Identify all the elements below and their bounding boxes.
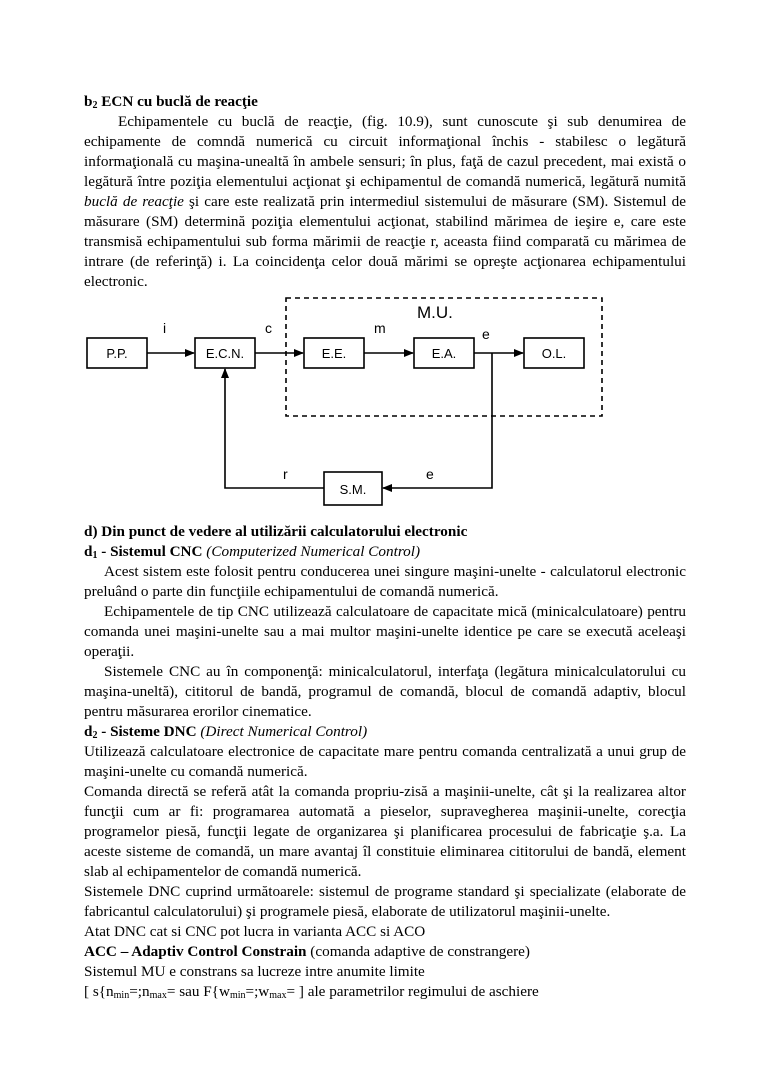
signal-c: c <box>265 320 272 336</box>
svg-text:O.L.: O.L. <box>541 346 567 361</box>
section-b2-paragraph: Echipamentele cu buclă de reacţie, (fig. 10.9), sunt cunoscute şi sub denumirea de echipamente de comndă numerică cu circuit informaţional închis - stabilesc o legătură informaţională cu maşina-unealtă în ambele sensuri; în plus, faţă de cazul precedent, mai există o legătură între poziţia elementului acţionat şi echipamentul de comandă numerică, legătură numită buclă de reacţie şi care este realizată prin intermediul sistemului de măsurare (SM). Sistemul de măsurare (SM) determină poziţia elementului acţionat, stabilind mărimea de ieşire e, care este transmisă echipamentului sub forma mărimii de reacţie r, aceasta fiind comparată cu mărimea de intrare (de referinţă) i. La coincidenţa celor două mărimi se opreşte acţionarea echipamentului electronic. <box>84 113 686 290</box>
acc-formula: [ $s\{n_{min}=;n_{max}=$ sau $F\{w_{min}=;w_{max}=$ ] ale parametrilor regimului de aschiere <box>84 983 539 1001</box>
section-d2-paragraph-1: Utilizează calculatoare electronice de capacitate mare pentru comanda centralizată a unui grup de maşini-unelte cu comandă numerică. <box>84 743 686 780</box>
section-d1-paragraph-3: Sistemele CNC au în componenţă: minicalculatorul, interfaţa (legătura minicalculatorului cu maşina-uneltă), cititorul de bandă, programul de comandă, blocul de comandă adaptiv, blocul pentru măsurarea erorilor cinematice. <box>84 663 686 720</box>
svg-text:S.M.: S.M. <box>339 482 367 497</box>
signal-i: i <box>163 320 167 336</box>
svg-text:E.A.: E.A. <box>431 346 457 361</box>
svg-text:E.E.: E.E. <box>321 346 347 361</box>
section-d1-paragraph-2: Echipamentele de tip CNC utilizează calculatoare de capacitate mică (minicalculatoare) pentru comanda unei maşini-unelte sau a mai multor maşini-unelte identice pe care se execută aceleaşi operaţii. <box>84 603 686 660</box>
svg-text:E.C.N.: E.C.N. <box>205 346 245 361</box>
signal-e-fb: e <box>426 466 434 482</box>
mu-label: M.U. <box>417 303 453 322</box>
section-b2-heading: $b_2$ ECN cu buclă de reacţie <box>84 93 258 111</box>
section-d2-paragraph-2: Comanda directă se referă atât la comanda propriu-zisă a maşinii-unelte, cât şi la realizarea altor funcţii cum ar fi: programarea automată a pieselor, supravegherea maşinii-unelte, corecţia programelor piesă, funcţii legate de organizarea şi planificarea procesului de fabricaţie ş.a. La aceste sisteme de comandă, un mare avantaj îl constituie eliminarea cititorului de bandă, element slab al echipamentelor de comandă numerică. <box>84 783 686 880</box>
acc-paragraph: Sistemul MU e constrans sa lucreze intre anumite limite <box>84 963 425 980</box>
section-d1-paragraph-1: Acest sistem este folosit pentru conducerea unei singure maşini-unelte - calculatorul electronic preluând o parte din funcţiile echipamentului de comandă numerică. <box>84 563 686 600</box>
feedback-loop-diagram <box>84 292 686 522</box>
feedback-line-r <box>225 369 324 488</box>
section-d2-heading: $d_2$ - Sisteme DNC (Direct Numerical Control) <box>84 723 368 741</box>
section-d2-paragraph-4: Atat DNC cat si CNC pot lucra in varianta ACC si ACO <box>84 923 426 940</box>
signal-e-out: e <box>482 326 490 342</box>
section-d2-paragraph-3: Sistemele DNC cuprind următoarele: sistemul de programe standard şi specializate (elaborate de fabricantul calculatorului) şi programele piesă, elaborate de utilizatorul maşinii-unelte. <box>84 883 686 920</box>
document-page <box>84 92 686 1002</box>
svg-text:P.P.: P.P. <box>106 346 128 361</box>
signal-r: r <box>283 466 288 482</box>
signal-m: m <box>374 320 386 336</box>
feedback-line-e <box>383 353 492 488</box>
section-d-heading: d) Din punct de vedere al utilizării calculatorului electronic <box>84 523 468 540</box>
section-d1-heading: $d_1$ - Sistemul CNC (Computerized Numerical Control) <box>84 543 421 561</box>
acc-heading: ACC – Adaptiv Control Constrain (comanda adaptive de constrangere) <box>84 943 530 960</box>
